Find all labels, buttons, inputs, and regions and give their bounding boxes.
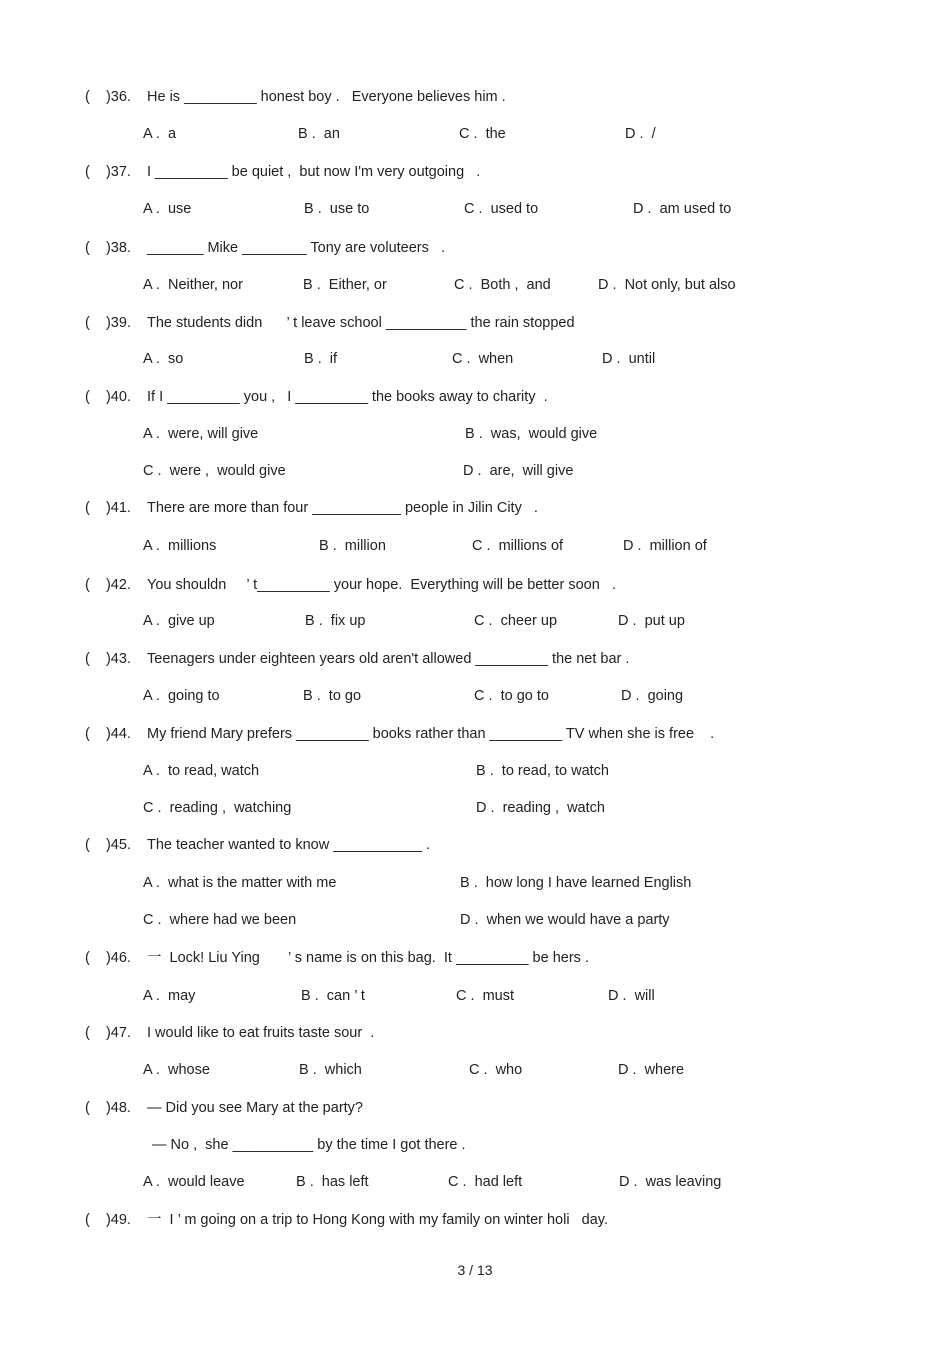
question-number: ( )42. [85, 577, 131, 593]
option-d: D . will [608, 988, 655, 1004]
option-c: C . millions of [472, 538, 564, 554]
option-c: C . cheer up [474, 613, 558, 629]
option-d: D . until [602, 351, 656, 367]
question-stem: The teacher wanted to know ___________ . [147, 837, 430, 853]
question-number: ( )39. [85, 315, 131, 331]
option-c: C . must [456, 988, 515, 1004]
option-a: A . going to [143, 688, 220, 704]
option-d: D . / [625, 126, 656, 142]
question-number: ( )44. [85, 726, 131, 742]
option-b: B . million [319, 538, 386, 554]
option-c: C . reading , watching [143, 800, 292, 816]
option-c: C . had left [448, 1174, 523, 1190]
option-b: B . was, would give [465, 426, 598, 442]
option-a: A . what is the matter with me [143, 875, 337, 891]
option-b: B . fix up [305, 613, 366, 629]
option-b: B . use to [304, 201, 370, 217]
option-b: B . has left [296, 1174, 369, 1190]
option-c: C . to go to [474, 688, 549, 704]
option-a: A . use [143, 201, 192, 217]
option-c: C . the [459, 126, 506, 142]
question-stem: I would like to eat fruits taste sour . [147, 1025, 375, 1041]
option-d: D . going [621, 688, 684, 704]
option-b: B . can ’ t [301, 988, 365, 1004]
option-b: B . Either, or [303, 277, 387, 293]
question-stem: — Did you see Mary at the party? [147, 1100, 363, 1116]
option-a: A . to read, watch [143, 763, 260, 779]
option-b: B . an [298, 126, 340, 142]
option-a: A . may [143, 988, 196, 1004]
question-stem: My friend Mary prefers _________ books rather than _________ TV when she is free . [147, 726, 715, 742]
option-b: B . to read, to watch [476, 763, 609, 779]
question-stem: The students didn ’ t leave school __________ the rain stopped [147, 315, 575, 331]
question-number: ( )40. [85, 389, 131, 405]
question-number: ( )38. [85, 240, 131, 256]
question-stem: If I _________ you , I _________ the books away to charity . [147, 389, 548, 405]
question-stem: _______ Mike ________ Tony are voluteers . [147, 240, 445, 256]
option-a: A . were, will give [143, 426, 259, 442]
question-stem: 一 Lock! Liu Ying ’ s name is on this bag. It _________ be hers . [147, 950, 589, 966]
option-d: D . am used to [633, 201, 732, 217]
option-d: D . when we would have a party [460, 912, 670, 928]
question-stem: 一 I ’ m going on a trip to Hong Kong with my family on winter holi day. [147, 1212, 608, 1228]
question-number: ( )37. [85, 164, 131, 180]
question-number: ( )48. [85, 1100, 131, 1116]
option-c: C . where had we been [143, 912, 297, 928]
question-number: ( )46. [85, 950, 131, 966]
page-number: 3 / 13 [457, 1262, 493, 1278]
question-stem: I _________ be quiet , but now I'm very outgoing . [147, 164, 481, 180]
question-stem: Teenagers under eighteen years old aren't allowed _________ the net bar . [147, 651, 630, 667]
option-a: A . a [143, 126, 177, 142]
question-stem-reply: — No , she __________ by the time I got there . [152, 1137, 466, 1153]
option-a: A . would leave [143, 1174, 245, 1190]
option-c: C . Both , and [454, 277, 551, 293]
option-d: D . where [618, 1062, 685, 1078]
option-a: A . so [143, 351, 184, 367]
question-number: ( )45. [85, 837, 131, 853]
option-c: C . who [469, 1062, 523, 1078]
option-d: D . put up [618, 613, 685, 629]
question-number: ( )41. [85, 500, 131, 516]
question-number: ( )49. [85, 1212, 131, 1228]
option-b: B . how long I have learned English [460, 875, 692, 891]
option-d: D . are, will give [463, 463, 574, 479]
question-stem: He is _________ honest boy . Everyone believes him . [147, 89, 506, 105]
option-c: C . when [452, 351, 514, 367]
option-a: A . give up [143, 613, 215, 629]
option-a: A . Neither, nor [143, 277, 243, 293]
question-stem: There are more than four ___________ people in Jilin City . [147, 500, 538, 516]
option-d: D . million of [623, 538, 707, 554]
option-b: B . to go [303, 688, 362, 704]
option-d: D . reading , watch [476, 800, 605, 816]
option-a: A . millions [143, 538, 217, 554]
option-a: A . whose [143, 1062, 210, 1078]
option-d: D . was leaving [619, 1174, 722, 1190]
option-c: C . used to [464, 201, 539, 217]
option-c: C . were , would give [143, 463, 286, 479]
option-b: B . which [299, 1062, 362, 1078]
question-number: ( )47. [85, 1025, 131, 1041]
option-b: B . if [304, 351, 338, 367]
question-number: ( )36. [85, 89, 131, 105]
question-number: ( )43. [85, 651, 131, 667]
question-stem: You shouldn ’ t_________ your hope. Everything will be better soon . [147, 577, 616, 593]
option-d: D . Not only, but also [598, 277, 736, 293]
